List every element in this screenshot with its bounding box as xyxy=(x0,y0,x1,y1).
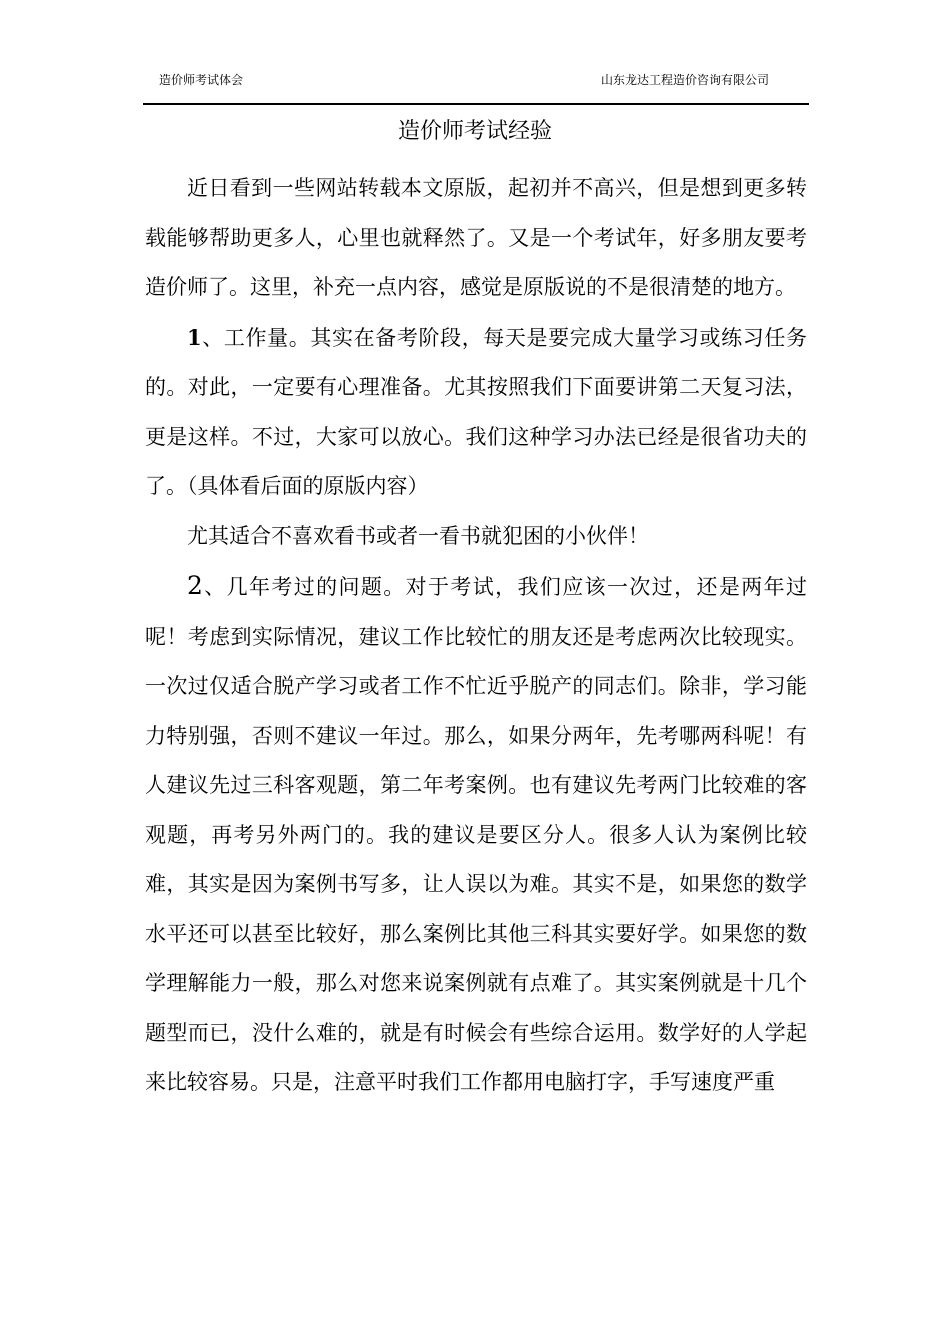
header-left-text: 造价师考试体会 xyxy=(159,73,244,87)
document-body xyxy=(145,164,807,1108)
paragraph-text: 、几年考过的问题。对于考试，我们应该一次过，还是两年过呢！考虑到实际情况，建议工作比较忙的朋友还是考虑两次比较现实。一次过仅适合脱产学习或者工作不忙近乎脱产的同志们。除非，学习能力特别强，否则不建议一年过。那么，如果分两年，先考哪两科呢！有人建议先过三科客观题，第二年考案例。也有建议先考两门比较难的客观题，再考另外两门的。我的建议是要区分人。很多人认为案例比较难，其实是因为案例书写多，让人误以为难。其实不是，如果您的数学水平还可以甚至比较好，那么案例比其他三科其实要好学。如果您的数学理解能力一般，那么对您来说案例就有点难了。其实案例就是十几个题型而已，没什么难的，就是有时候会有些综合运用。数学好的人学起来比较容易。只是，注意平时我们工作都用电脑打字，手写速度严重 xyxy=(145,575,807,1094)
paragraph-workload xyxy=(145,313,807,512)
paragraph-years xyxy=(145,561,807,1108)
paragraph-text: 近日看到一些网站转载本文原版，起初并不高兴，但是想到更多转载能够帮助更多人，心里也就释然了。又是一个考试年，好多朋友要考造价师了。这里，补充一点内容，感觉是原版说的不是很清楚的地方。 xyxy=(145,176,807,299)
paragraph-text: 尤其适合不喜欢看书或者一看书就犯困的小伙伴！ xyxy=(187,523,649,548)
paragraph-intro xyxy=(145,164,807,313)
paragraph-number: 1 xyxy=(187,324,202,350)
header-divider xyxy=(143,103,809,105)
paragraph-text: 、工作量。其实在备考阶段，每天是要完成大量学习或练习任务的。对此，一定要有心理准备。尤其按照我们下面要讲第二天复习法，更是这样。不过，大家可以放心。我们这种学习办法已经是很省功夫的了。（具体看后面的原版内容） xyxy=(145,325,807,498)
page-header xyxy=(143,66,807,94)
document-title: 造价师考试经验 xyxy=(397,119,552,144)
header-right-text: 山东龙达工程造价咨询有限公司 xyxy=(600,73,769,87)
paragraph-number: 2 xyxy=(187,571,203,600)
paragraph-suitable xyxy=(145,512,807,562)
